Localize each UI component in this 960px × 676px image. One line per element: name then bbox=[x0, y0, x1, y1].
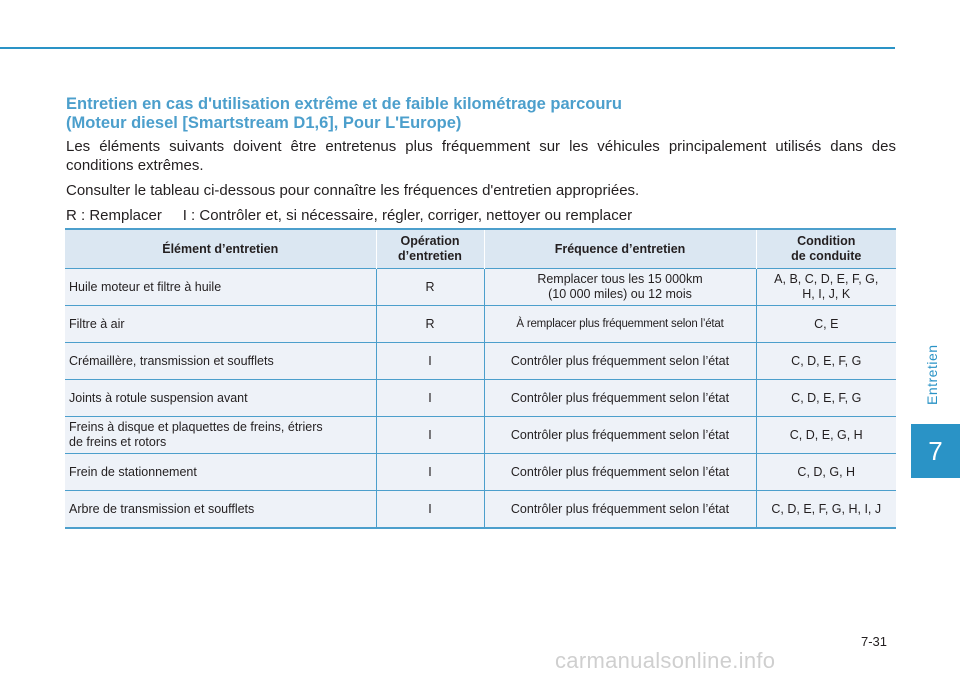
watermark: carmanualsonline.info bbox=[555, 648, 776, 673]
cell-condition: C, D, E, G, H bbox=[756, 417, 896, 454]
cell-condition: C, D, G, H bbox=[756, 454, 896, 491]
cell-condition: C, D, E, F, G bbox=[756, 343, 896, 380]
cell-condition-line-1: A, B, C, D, E, F, G, bbox=[774, 272, 879, 286]
cell-frequency: Contrôler plus fréquemment selon l’état bbox=[484, 491, 756, 529]
table-row bbox=[65, 491, 896, 529]
page-title bbox=[66, 95, 622, 133]
top-rule bbox=[0, 47, 895, 49]
cell-frequency: Contrôler plus fréquemment selon l’état bbox=[484, 380, 756, 417]
table-row bbox=[65, 343, 896, 380]
header-operation-line-1: Opération bbox=[400, 234, 460, 248]
cell-operation: R bbox=[376, 269, 484, 306]
intro-paragraph-1: Les éléments suivants doivent être entretenus plus fréquemment sur les véhicules principalement utilisés dans des conditions extrêmes. bbox=[66, 138, 896, 174]
table-row bbox=[65, 380, 896, 417]
cell-operation: I bbox=[376, 491, 484, 529]
cell-frequency: Contrôler plus fréquemment selon l’état bbox=[484, 343, 756, 380]
cell-frequency: À remplacer plus fréquemment selon l’état bbox=[484, 306, 756, 343]
cell-item: Filtre à air bbox=[65, 306, 376, 343]
chapter-tab[interactable]: 7 bbox=[911, 424, 960, 478]
table-row bbox=[65, 454, 896, 491]
table-row bbox=[65, 306, 896, 343]
cell-item: Arbre de transmission et soufflets bbox=[65, 491, 376, 529]
maintenance-table bbox=[65, 228, 896, 529]
cell-item: Huile moteur et filtre à huile bbox=[65, 269, 376, 306]
cell-item-line-1: Freins à disque et plaquettes de freins, étriers bbox=[69, 420, 323, 434]
header-operation bbox=[376, 229, 484, 269]
cell-item bbox=[65, 417, 376, 454]
cell-item: Joints à rotule suspension avant bbox=[65, 380, 376, 417]
title-line-2: (Moteur diesel [Smartstream D1,6], Pour L'Europe) bbox=[66, 114, 462, 132]
cell-condition: C, D, E, F, G, H, I, J bbox=[756, 491, 896, 529]
cell-condition: C, D, E, F, G bbox=[756, 380, 896, 417]
header-frequency: Fréquence d’entretien bbox=[484, 229, 756, 269]
cell-condition: C, E bbox=[756, 306, 896, 343]
title-line-1: Entretien en cas d'utilisation extrême et de faible kilométrage parcouru bbox=[66, 95, 622, 113]
cell-operation: I bbox=[376, 417, 484, 454]
cell-operation: I bbox=[376, 343, 484, 380]
header-operation-line-2: d’entretien bbox=[398, 249, 462, 263]
cell-frequency bbox=[484, 269, 756, 306]
section-side-label: Entretien bbox=[924, 344, 940, 406]
header-condition-line-2: de conduite bbox=[791, 249, 862, 263]
table-header-row bbox=[65, 229, 896, 269]
header-condition-line-1: Condition bbox=[797, 234, 856, 248]
cell-condition-line-2: H, I, J, K bbox=[802, 287, 851, 301]
cell-frequency-line-1: Remplacer tous les 15 000km bbox=[537, 272, 703, 286]
table-row bbox=[65, 269, 896, 306]
cell-item: Frein de stationnement bbox=[65, 454, 376, 491]
cell-operation: I bbox=[376, 454, 484, 491]
header-condition bbox=[756, 229, 896, 269]
cell-item: Crémaillère, transmission et soufflets bbox=[65, 343, 376, 380]
cell-frequency: Contrôler plus fréquemment selon l’état bbox=[484, 417, 756, 454]
cell-frequency: Contrôler plus fréquemment selon l’état bbox=[484, 454, 756, 491]
cell-frequency-line-2: (10 000 miles) ou 12 mois bbox=[548, 287, 692, 301]
header-item: Élément d’entretien bbox=[65, 229, 376, 269]
cell-item-line-2: de freins et rotors bbox=[69, 435, 167, 449]
cell-operation: I bbox=[376, 380, 484, 417]
intro-text bbox=[66, 137, 896, 231]
cell-condition bbox=[756, 269, 896, 306]
intro-legend: R : Remplacer I : Contrôler et, si nécessaire, régler, corriger, nettoyer ou remplacer bbox=[66, 207, 633, 224]
cell-operation: R bbox=[376, 306, 484, 343]
intro-paragraph-2: Consulter le tableau ci-dessous pour connaître les fréquences d'entretien appropriées. bbox=[66, 182, 640, 199]
page-number: 7-31 bbox=[861, 634, 888, 649]
table-row bbox=[65, 417, 896, 454]
